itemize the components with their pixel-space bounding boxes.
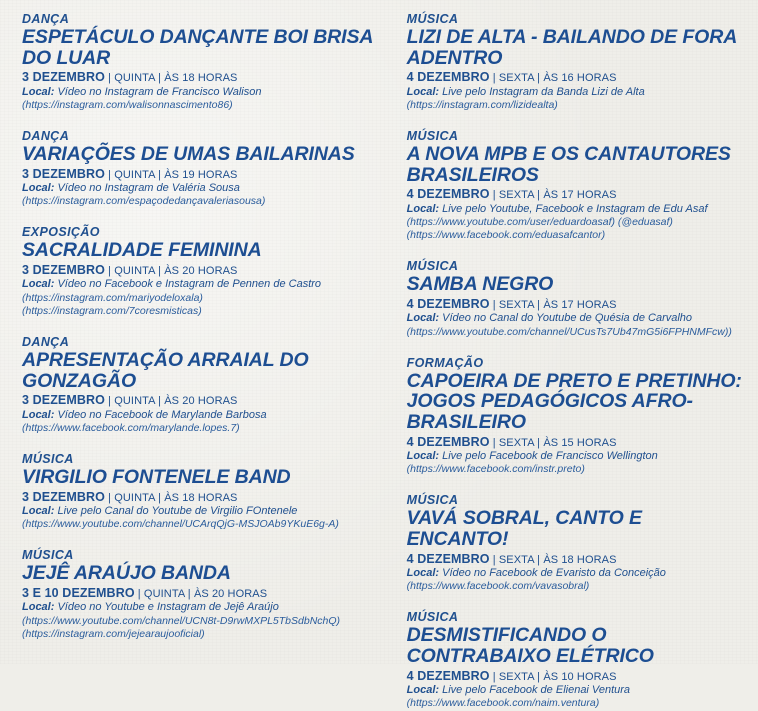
event-title: VAVÁ SOBRAL, CANTO E ENCANTO!	[406, 507, 642, 551]
event-date: 4 DEZEMBRO	[406, 187, 490, 202]
event-dateline	[22, 393, 383, 408]
dateline-separator: |	[534, 553, 544, 566]
event-title: A NOVA MPB E OS CANTAUTORES BRASILEIROS	[406, 143, 731, 186]
event-location-label: Local:	[406, 312, 440, 325]
event-weekday: SEXTA	[498, 436, 535, 449]
dateline-separator: |	[534, 298, 544, 311]
event-link[interactable]: (https://instagram.com/7coresmisticas)	[22, 304, 202, 317]
event-location	[22, 505, 383, 518]
event-date: 4 DEZEMBRO	[406, 296, 490, 311]
event-item	[22, 12, 383, 112]
event-date: 3 DEZEMBRO	[22, 70, 105, 85]
event-date: 3 DEZEMBRO	[22, 263, 105, 278]
event-item	[22, 129, 383, 208]
event-category: DANÇA	[22, 335, 70, 349]
event-date: 3 DEZEMBRO	[22, 393, 105, 408]
dateline-separator: |	[154, 168, 165, 181]
dateline-separator: |	[134, 588, 144, 601]
event-category: MÚSICA	[406, 12, 459, 26]
event-location	[407, 567, 744, 580]
event-category: MÚSICA	[406, 610, 459, 625]
dateline-separator: |	[104, 265, 115, 278]
event-location	[407, 203, 744, 216]
event-date: 3 E 10 DEZEMBRO	[22, 586, 135, 601]
event-location-value: Live pelo Youtube, Facebook e Instagram de Edu Asaf	[442, 202, 708, 215]
event-dateline	[407, 552, 744, 567]
event-dateline	[407, 70, 744, 85]
event-category: MÚSICA	[22, 548, 74, 563]
event-weekday: SEXTA	[498, 72, 535, 85]
event-item	[22, 548, 383, 641]
event-weekday: SEXTA	[498, 553, 535, 566]
event-date: 4 DEZEMBRO	[406, 70, 490, 85]
event-link[interactable]: (https://instagram.com/lizidealta)	[406, 98, 558, 111]
event-link[interactable]: (https://www.youtube.com/user/eduardoasaf) (@eduasaf)	[406, 216, 673, 228]
dateline-separator: |	[104, 395, 115, 408]
event-dateline	[407, 297, 744, 312]
event-location-label: Local:	[406, 202, 440, 215]
event-time: ÀS 17 HORAS	[543, 189, 617, 202]
event-location-value: Vídeo no Facebook e Instagram de Pennen de Castro	[57, 278, 322, 291]
event-location-label: Local:	[406, 683, 440, 696]
dateline-separator: |	[489, 72, 499, 85]
event-dateline	[407, 435, 744, 450]
event-item	[407, 356, 744, 477]
event-location-value: Vídeo no Canal do Youtube de Quésia de Carvalho	[442, 312, 693, 325]
event-location-label: Local:	[22, 408, 55, 421]
event-time: ÀS 17 HORAS	[543, 298, 617, 311]
event-dateline	[22, 167, 383, 182]
event-item	[407, 12, 744, 112]
event-location-value: Vídeo no Facebook de Evaristo da Conceição	[442, 566, 666, 579]
event-link[interactable]: (https://www.facebook.com/naim.ventura)	[406, 697, 600, 710]
event-location-value: Live pelo Facebook de Elienai Ventura	[442, 683, 631, 696]
event-time: ÀS 19 HORAS	[164, 168, 238, 181]
event-category: MÚSICA	[406, 259, 459, 274]
dateline-separator: |	[154, 395, 165, 408]
event-title: LIZI DE ALTA - BAILANDO DE FORA ADENTRO	[406, 26, 737, 69]
event-item	[407, 129, 744, 242]
event-item	[22, 225, 383, 318]
dateline-separator: |	[489, 670, 499, 683]
dateline-separator: |	[184, 588, 194, 601]
event-time: ÀS 20 HORAS	[193, 588, 268, 601]
event-time: ÀS 15 HORAS	[543, 436, 617, 449]
event-category: MÚSICA	[22, 452, 74, 467]
event-location	[22, 409, 383, 422]
event-title: SACRALIDADE FEMININA	[22, 239, 262, 262]
event-link[interactable]: (https://www.youtube.com/channel/UCN8t-D9rwMXPL5TbSdbNchQ)	[22, 614, 341, 627]
event-date: 3 DEZEMBRO	[22, 166, 105, 181]
event-time: ÀS 10 HORAS	[543, 670, 617, 683]
event-location-value: Vídeo no Facebook de Marylande Barbosa	[57, 408, 267, 421]
event-title: ESPETÁCULO DANÇANTE BOI BRISA DO LUAR	[22, 26, 373, 69]
event-dateline	[407, 669, 744, 684]
event-date: 4 DEZEMBRO	[406, 434, 490, 449]
event-link[interactable]: (https://www.facebook.com/eduasafcantor)	[406, 229, 606, 242]
dateline-separator: |	[489, 553, 499, 566]
event-location-label: Local:	[406, 85, 440, 98]
event-location-value: Live pelo Canal do Youtube de Virgilio FOntenele	[57, 504, 298, 517]
dateline-separator: |	[104, 168, 115, 181]
event-item	[22, 335, 383, 435]
event-link[interactable]: (https://www.facebook.com/vavasobral)	[406, 580, 590, 593]
event-location	[407, 684, 744, 697]
dateline-separator: |	[534, 189, 544, 202]
dateline-separator: |	[534, 72, 544, 85]
event-location-label: Local:	[22, 504, 55, 517]
event-item	[407, 259, 744, 338]
event-category: DANÇA	[22, 12, 70, 26]
event-time: ÀS 18 HORAS	[164, 72, 238, 85]
event-location	[22, 86, 383, 99]
dateline-separator: |	[489, 436, 499, 449]
event-link[interactable]: (https://www.youtube.com/channel/UCArqQjG-MSJOAb9YKuE6g-A)	[22, 518, 339, 531]
event-title: APRESENTAÇÃO ARRAIAL DO GONZAGÃO	[22, 349, 309, 392]
dateline-separator: |	[154, 265, 165, 278]
event-location	[407, 86, 744, 99]
event-link[interactable]: (https://instagram.com/jejearaujooficial)	[22, 627, 205, 640]
event-weekday: SEXTA	[498, 189, 535, 202]
dateline-separator: |	[534, 436, 544, 449]
event-item	[407, 610, 744, 710]
event-location	[22, 182, 383, 195]
event-date: 4 DEZEMBRO	[406, 668, 490, 683]
dateline-separator: |	[154, 491, 165, 504]
event-time: ÀS 20 HORAS	[164, 395, 238, 408]
event-title: SAMBA NEGRO	[406, 273, 554, 296]
event-weekday: SEXTA	[498, 298, 535, 311]
event-location-value: Vídeo no Instagram de Francisco Walison	[57, 85, 262, 98]
dateline-separator: |	[489, 189, 499, 202]
dateline-separator: |	[489, 298, 499, 311]
event-title: VARIAÇÕES DE UMAS BAILARINAS	[22, 143, 355, 166]
event-location-label: Local:	[22, 278, 55, 291]
event-category: FORMAÇÃO	[406, 355, 484, 370]
events-column-right	[393, 12, 744, 710]
event-item	[407, 493, 744, 593]
event-dateline	[22, 70, 383, 85]
event-location	[407, 312, 744, 325]
event-category: DANÇA	[22, 129, 70, 144]
event-title: DESMISTIFICANDO O CONTRABAIXO ELÉTRICO	[406, 624, 654, 668]
event-category: MÚSICA	[406, 493, 459, 508]
event-category: MÚSICA	[406, 129, 459, 144]
event-title: CAPOEIRA DE PRETO E PRETINHO: JOGOS PEDAGÓGICOS AFRO-BRASILEIRO	[406, 369, 742, 433]
event-link[interactable]: (https://instagram.com/espaçodedançavaleriasousa)	[22, 195, 266, 208]
event-location-value: Live pelo Instagram da Banda Lizi de Alta	[442, 85, 645, 98]
event-dateline	[407, 187, 744, 202]
event-location-label: Local:	[22, 601, 55, 614]
dateline-separator: |	[534, 670, 544, 683]
event-weekday: QUINTA	[143, 588, 185, 601]
event-link[interactable]: (https://www.youtube.com/channel/UCusTs7Ub47mG5i6FPHNMFcw))	[406, 325, 732, 338]
event-weekday: QUINTA	[114, 491, 155, 504]
event-time: ÀS 16 HORAS	[543, 72, 617, 85]
event-link[interactable]: (https://instagram.com/walisonnascimento86)	[22, 98, 233, 111]
event-weekday: QUINTA	[114, 168, 155, 181]
dateline-separator: |	[104, 491, 115, 504]
event-location-label: Local:	[406, 449, 440, 462]
event-location-label: Local:	[406, 566, 440, 579]
event-location-value: Vídeo no Youtube e Instagram de Jejê Araújo	[57, 601, 279, 614]
event-link[interactable]: (https://www.facebook.com/instr.preto)	[406, 463, 585, 476]
dateline-separator: |	[104, 72, 115, 85]
event-location-value: Live pelo Facebook de Francisco Wellington	[442, 449, 658, 462]
event-location	[22, 278, 383, 291]
event-link[interactable]: (https://www.facebook.com/marylande.lopes.7)	[22, 421, 240, 434]
event-dateline	[22, 586, 383, 601]
dateline-separator: |	[154, 72, 165, 85]
event-location	[22, 601, 383, 614]
event-location-label: Local:	[22, 85, 55, 98]
event-location	[407, 450, 744, 463]
event-title: JEJÊ ARAÚJO BANDA	[22, 562, 231, 585]
events-column-left	[22, 12, 393, 664]
event-dateline	[22, 263, 383, 278]
event-date: 4 DEZEMBRO	[406, 551, 490, 566]
event-date: 3 DEZEMBRO	[22, 489, 105, 504]
event-weekday: QUINTA	[114, 72, 155, 85]
event-item	[22, 452, 383, 531]
event-link[interactable]: (https://instagram.com/mariyodeloxala)	[22, 291, 203, 304]
event-location-label: Local:	[22, 181, 55, 194]
event-weekday: QUINTA	[114, 395, 155, 408]
event-title: VIRGILIO FONTENELE BAND	[22, 466, 291, 489]
event-time: ÀS 18 HORAS	[543, 553, 617, 566]
event-weekday: QUINTA	[114, 265, 155, 278]
event-weekday: SEXTA	[498, 670, 535, 683]
event-time: ÀS 20 HORAS	[164, 265, 238, 278]
event-dateline	[22, 490, 383, 505]
event-category: EXPOSIÇÃO	[22, 225, 100, 240]
event-time: ÀS 18 HORAS	[164, 491, 238, 504]
event-location-value: Vídeo no Instagram de Valéria Sousa	[57, 181, 240, 194]
